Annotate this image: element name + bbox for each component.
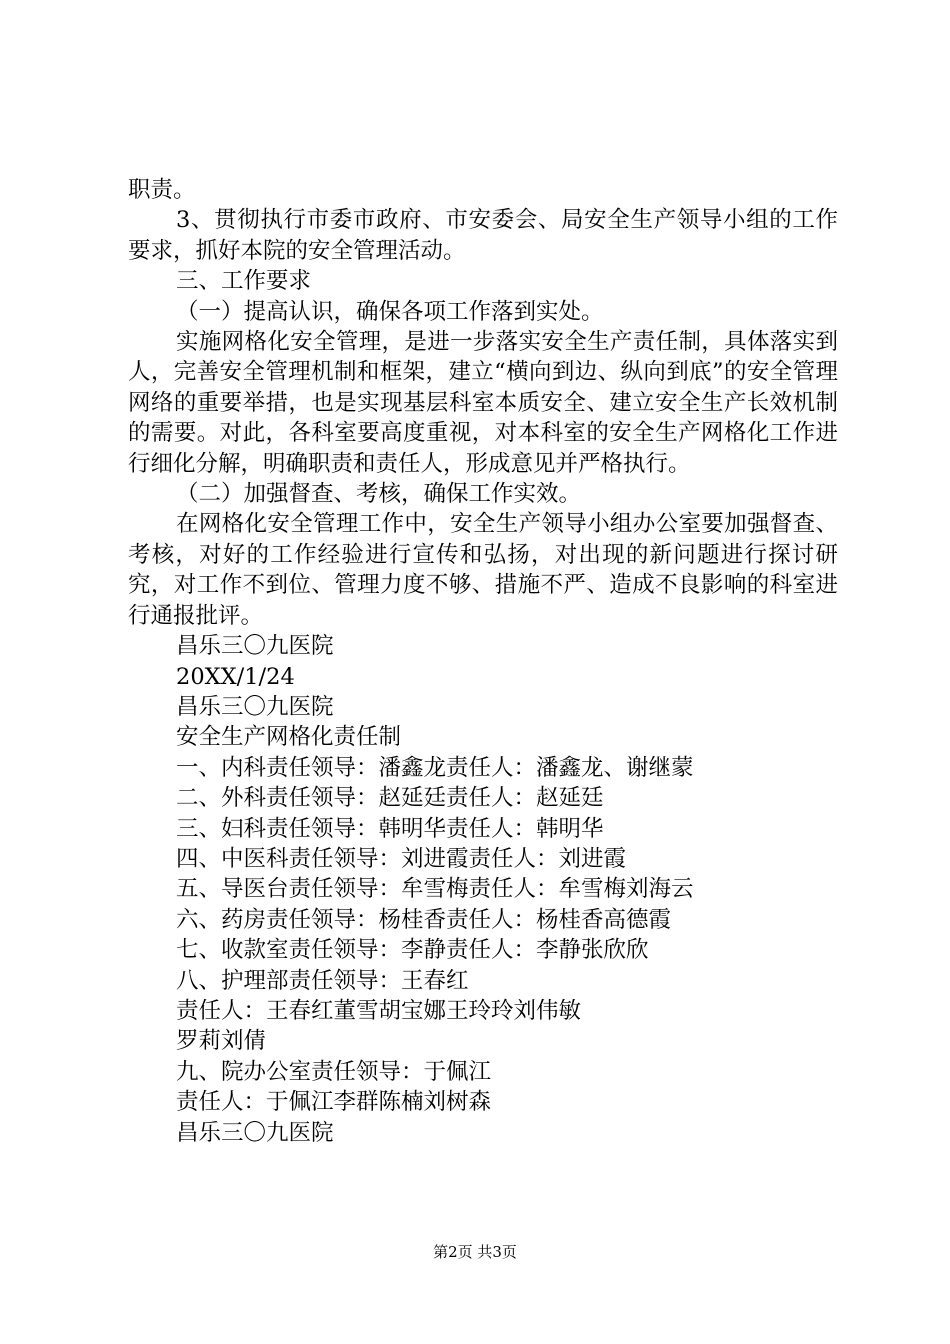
- responsibility-item: 六、药房责任领导：杨桂香责任人：杨桂香高德霞: [176, 906, 672, 933]
- subsection-heading: （一）提高认识，确保各项工作落到实处。: [176, 298, 604, 325]
- org-name: 昌乐三〇九医院: [176, 693, 334, 720]
- document-subtitle: 安全生产网格化责任制: [176, 724, 402, 751]
- responsibility-item: 五、导医台责任领导：牟雪梅责任人：牟雪梅刘海云: [176, 876, 694, 903]
- paragraph: 职责。: [128, 177, 196, 203]
- paragraph: 在网格化安全管理工作中，安全生产领导小组办公室要加强督查、考核，对好的工作经验进行宣传和弘扬，对出现的新问题进行探讨研究，对工作不到位、管理力度不够、措施不严、造成不良影响的科室进行通报批评。: [128, 511, 838, 629]
- subsection-heading: （二）加强督查、考核，确保工作实效。: [176, 481, 582, 508]
- responsibility-item: 二、外科责任领导：赵延廷责任人：赵延廷: [176, 785, 604, 812]
- responsibility-item: 七、收款室责任领导：李静责任人：李静张欣欣: [176, 937, 649, 964]
- paragraph: 实施网格化安全管理，是进一步落实安全生产责任制，具体落实到人，完善安全管理机制和框架，建立“横向到边、纵向到底”的安全管理网络的重要举措，也是实现基层科室本质安全、建立安全生产长效机制的需要。对此，各科室要高度重视，对本科室的安全生产网格化工作进行细化分解，明确职责和责任人，形成意见并严格执行。: [128, 329, 838, 477]
- responsibility-item: 一、内科责任领导：潘鑫龙责任人：潘鑫龙、谢继蒙: [176, 754, 694, 781]
- signature-org: 昌乐三〇九医院: [176, 633, 334, 660]
- signature-date: 20XX/1/24: [176, 663, 295, 690]
- document-body: [128, 175, 838, 1148]
- page-number-footer: 第2页 共3页: [433, 1243, 517, 1261]
- responsibility-item: 责任人：王春红董雪胡宝娜王玲玲刘伟敏: [176, 997, 582, 1024]
- signature-org: 昌乐三〇九医院: [176, 1119, 334, 1146]
- section-heading: 三、工作要求: [176, 268, 312, 295]
- responsibility-item: 四、中医科责任领导：刘进霞责任人：刘进霞: [176, 845, 627, 872]
- responsibility-item: 责任人：于佩江李群陈楠刘树森: [176, 1089, 492, 1116]
- responsibility-item: 罗莉刘倩: [176, 1028, 267, 1055]
- responsibility-item: 九、院办公室责任领导：于佩江: [176, 1058, 492, 1085]
- responsibility-item: 三、妇科责任领导：韩明华责任人：韩明华: [176, 815, 604, 842]
- paragraph: 3、贯彻执行市委市政府、市安委会、局安全生产领导小组的工作要求，抓好本院的安全管理活动。: [128, 207, 838, 264]
- responsibility-item: 八、护理部责任领导：王春红: [176, 967, 469, 994]
